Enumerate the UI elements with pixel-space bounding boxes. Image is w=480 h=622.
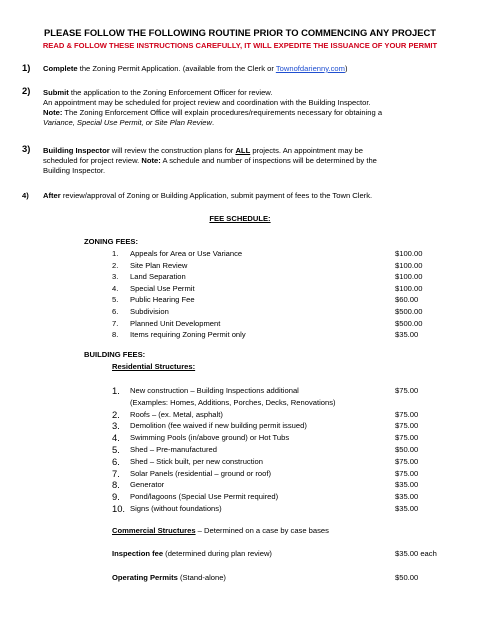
- fee-row-price: $75.00: [395, 421, 419, 431]
- fee-row-description: Signs (without foundations): [130, 504, 222, 513]
- fee-row-number: 4.: [112, 432, 120, 444]
- fee-row-price: $75.00: [395, 433, 419, 443]
- step-1-bold: Complete: [43, 64, 78, 73]
- step-2-note-end: .: [211, 118, 215, 127]
- zoning-fees-heading: ZONING FEES:: [84, 237, 139, 246]
- inspection-price: $35.00 each: [395, 549, 437, 558]
- page-subtitle: READ & FOLLOW THESE INSTRUCTIONS CAREFULLY, IT WILL EXPEDITE THE ISSUANCE OF YOUR PERMIT: [42, 41, 438, 50]
- page-title: PLEASE FOLLOW THE FOLLOWING ROUTINE PRIOR TO COMMENCING ANY PROJECT: [43, 27, 437, 38]
- step-3-line2a: scheduled for project review.: [43, 156, 142, 165]
- commercial-structures: [112, 526, 329, 536]
- building-fees-heading: BUILDING FEES:: [84, 350, 146, 359]
- fee-row: [112, 421, 442, 431]
- fee-row-description: Shed – Pre-manufactured: [130, 445, 217, 454]
- fee-row-description: Items requiring Zoning Permit only: [130, 330, 246, 340]
- fee-row-price: $35.00: [395, 330, 419, 340]
- fee-row-number: 8.: [112, 330, 119, 340]
- step-3-line2b: A schedule and number of inspections will be determined by the: [160, 156, 377, 165]
- fee-row: [112, 469, 442, 479]
- step-3-note-label: Note:: [141, 156, 161, 165]
- fee-row-description: Appeals for Area or Use Variance: [130, 249, 243, 258]
- fee-row-description: Generator: [130, 480, 165, 490]
- fee-row-price: $75.00: [395, 386, 419, 395]
- fee-row-price: $500.00: [395, 318, 423, 328]
- fee-row-price: $100.00: [395, 260, 423, 270]
- fee-row: [112, 445, 442, 455]
- fee-row-description: Solar Panels (residential – ground or roof): [130, 468, 271, 478]
- fee-row-number: 10.: [112, 503, 126, 514]
- fee-row: [112, 398, 442, 408]
- fee-row-price: $100.00: [395, 249, 423, 258]
- step-3-number: 3): [22, 143, 31, 154]
- inspection-text: (determined during plan review): [163, 549, 272, 558]
- step-3-body-b: projects. An appointment may be: [250, 146, 363, 155]
- fee-row-price: $50.00: [395, 445, 419, 454]
- fee-row-number: 4.: [112, 283, 119, 293]
- fee-row: [112, 319, 442, 329]
- fee-row-description: Roofs – (ex. Metal, asphalt): [130, 409, 223, 419]
- step-4-body: review/approval of Zoning or Building Application, submit payment of fees to the Town Clerk.: [60, 191, 373, 200]
- fee-row-description: Shed – Stick built, per new construction: [130, 456, 263, 466]
- fee-row-price: $60.00: [395, 295, 419, 305]
- fee-row: [112, 480, 442, 490]
- commercial-label: Commercial Structures: [112, 526, 196, 535]
- fee-row-price: $75.00: [395, 456, 419, 466]
- fee-row-price: $75.00: [395, 409, 419, 419]
- operating-label: Operating Permits: [112, 573, 178, 582]
- step-4-number: 4): [22, 191, 29, 200]
- step-4-bold: After: [43, 191, 61, 200]
- step-1-text: [43, 64, 453, 74]
- fee-row: [112, 330, 442, 340]
- fee-row-price: $75.00: [395, 468, 419, 478]
- operating-price: $50.00: [395, 573, 419, 582]
- step-3-line3: Building Inspector.: [43, 166, 106, 175]
- fee-row-price: $100.00: [395, 272, 423, 282]
- fee-row: [112, 261, 442, 271]
- fee-row: [112, 457, 442, 467]
- fee-row-number: 2.: [112, 260, 119, 270]
- fee-row-number: 1.: [112, 385, 120, 396]
- step-2-number: 2): [22, 85, 31, 96]
- step-3-body-a: will review the construction plans for: [109, 146, 236, 155]
- fee-row: [112, 410, 442, 420]
- fee-row-number: 9.: [112, 491, 120, 503]
- step-1-number: 1): [22, 62, 31, 73]
- fee-row-description: Land Separation: [130, 272, 186, 282]
- fee-row-description: Swimming Pools (in/above ground) or Hot Tubs: [130, 433, 290, 443]
- fee-row-price: $35.00: [395, 492, 419, 502]
- fee-row-description: Site Plan Review: [130, 260, 188, 270]
- step-2-note-italic: Variance, Special Use Permit, or Site Plan Review: [43, 118, 212, 127]
- fee-row: [112, 295, 442, 305]
- fee-row-price: $100.00: [395, 283, 423, 293]
- fee-row-number: 5.: [112, 444, 120, 455]
- operating-text: (Stand-alone): [177, 573, 226, 582]
- step-2-note-text: The Zoning Enforcement Office will explain procedures/requirements necessary for obtaining a: [62, 108, 383, 117]
- fee-row-price: $35.00: [395, 504, 419, 513]
- operating-permits: [112, 573, 226, 583]
- fee-row-description: Special Use Permit: [130, 283, 195, 293]
- step-3-bold: Building Inspector: [43, 146, 110, 155]
- fee-row-description: New construction – Building Inspections additional: [130, 386, 299, 395]
- fee-row-number: 3.: [112, 420, 120, 432]
- fee-row-number: 5.: [112, 295, 119, 305]
- town-website-link[interactable]: Townofdarienny.com: [275, 64, 345, 73]
- step-3-text: [43, 146, 453, 176]
- fee-row: [112, 386, 442, 396]
- commercial-text: – Determined on a case by case bases: [195, 526, 329, 535]
- fee-row-description: (Examples: Homes, Additions, Porches, Decks, Renovations): [130, 397, 336, 407]
- fee-row: [112, 492, 442, 502]
- step-2-bold: Submit: [43, 88, 69, 97]
- fee-row: [112, 433, 442, 443]
- fee-row-description: Planned Unit Development: [130, 318, 221, 328]
- fee-row: [112, 272, 442, 282]
- step-2-note-label: Note:: [43, 108, 63, 117]
- fee-row-number: 7.: [112, 318, 119, 328]
- fee-row-number: 6.: [112, 307, 119, 316]
- fee-row-price: $500.00: [395, 307, 423, 316]
- inspection-fee: [112, 549, 272, 559]
- step-1-body: the Zoning Permit Application. (available from the Clerk or: [77, 64, 276, 73]
- fee-row-description: Demolition (fee waived if new building permit issued): [130, 421, 307, 431]
- inspection-label: Inspection fee: [112, 549, 164, 558]
- fee-row: [112, 284, 442, 294]
- fee-row-description: Pond/lagoons (Special Use Permit required): [130, 492, 279, 502]
- step-3-all: ALL: [235, 146, 251, 155]
- fee-row-number: 1.: [112, 249, 119, 258]
- step-1-end: ): [344, 64, 348, 73]
- fee-row-description: Subdivision: [130, 307, 169, 316]
- fee-row-number: 2.: [112, 408, 120, 420]
- step-2-text: [43, 88, 453, 128]
- fee-row: [112, 504, 442, 514]
- residential-heading: Residential Structures:: [112, 362, 196, 371]
- step-4-text: [43, 191, 453, 201]
- fee-schedule-heading: FEE SCHEDULE:: [209, 214, 271, 223]
- step-2-body: the application to the Zoning Enforcement Officer for review.: [68, 88, 273, 97]
- fee-row-number: 8.: [112, 479, 120, 491]
- fee-row-description: Public Hearing Fee: [130, 295, 195, 305]
- fee-row: [112, 307, 442, 317]
- fee-row-number: 6.: [112, 455, 120, 467]
- step-2-line2: An appointment may be scheduled for project review and coordination with the Building Inspector.: [43, 98, 371, 107]
- fee-row-number: 3.: [112, 272, 119, 282]
- fee-row-number: 7.: [112, 467, 120, 479]
- fee-row-price: $35.00: [395, 480, 419, 490]
- fee-row: [112, 249, 442, 259]
